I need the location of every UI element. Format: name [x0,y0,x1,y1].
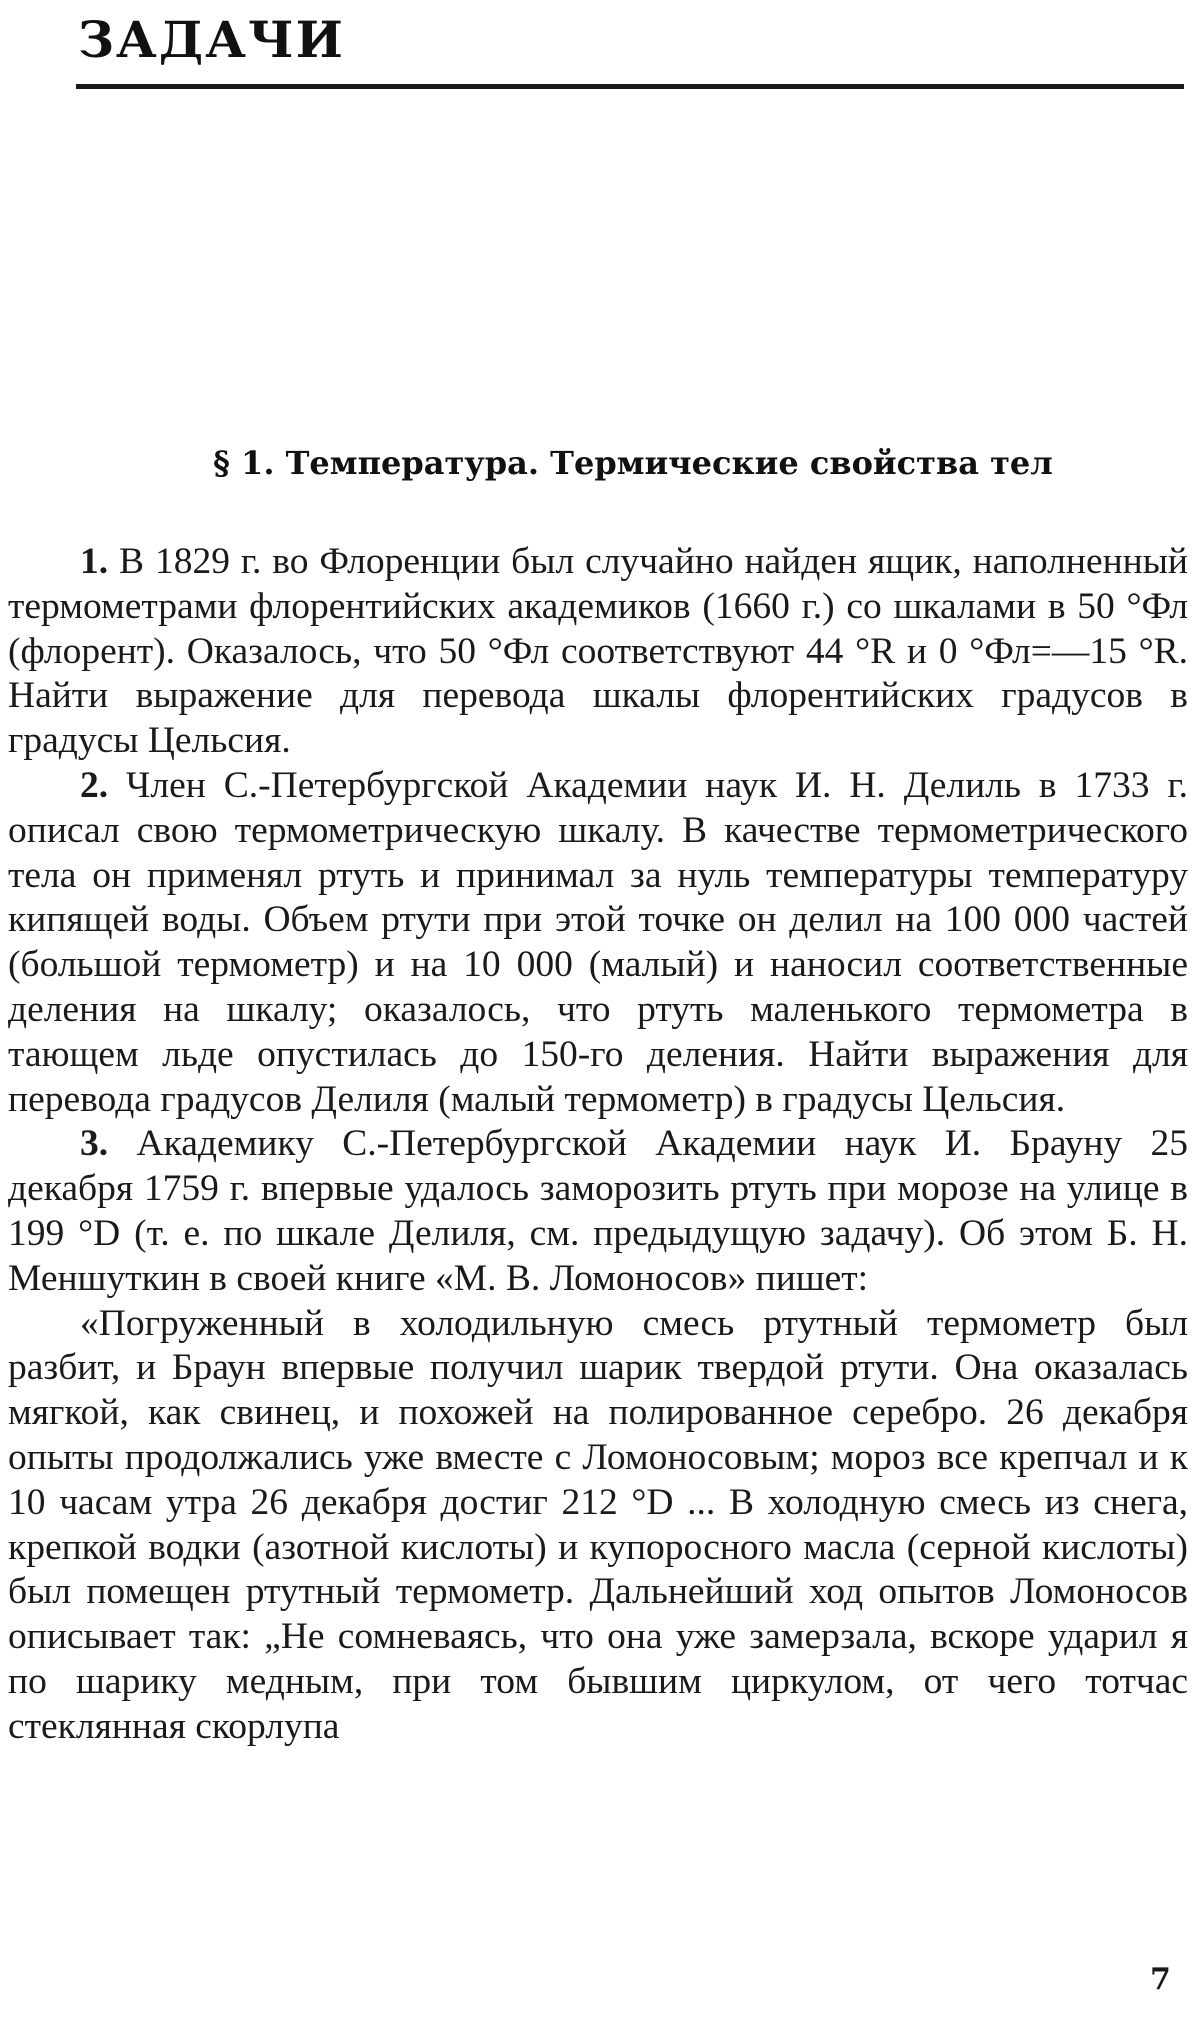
problems-body [8,540,1188,1750]
section-heading: § 1. Температура. Термические свойства тел [213,444,1053,482]
problem-3 [8,1122,1188,1301]
problem-text: Член С.-Петербургской Академии наук И. Н. Делиль в 1733 г. описал свою термометрическую шкалу. В качестве термометрического тела он применял ртуть и принимал за нуль температуры температуру кипящей воды. Объем ртути при этой точке он делил на 100 000 частей (большой термометр) и на 10 000 (малый) и наносил соответственные деления на шкалу; оказалось, что ртуть маленького термометра в тающем льде опустилась до 150-го деления. Найти выражения для перевода градусов Делиля (малый термометр) в градусы Цельсия. [8,764,1188,1120]
title-underline [76,84,1184,89]
chapter-title: ЗАДАЧИ [78,10,345,69]
problem-number: 3. [80,1123,109,1165]
quotation-paragraph: «Погруженный в холодильную смесь ртутный термометр был разбит, и Браун впервые получил шарик твердой ртути. Она оказалась мягкой, как свинец, и похожей на полированное серебро. 26 декабря опыты продолжались уже вместе с Ломоносовым; мороз все крепчал и к 10 часам утра 26 декабря достиг 212 °D ... В холодную смесь из снега, крепкой водки (азотной кислоты) и купоросного масла (серной кислоты) был помещен ртутный термометр. Дальнейший ход опытов Ломоносов описывает так: „Не сомневаясь, что она уже замерзала, вскоре ударил я по шарику медным, при том бывшим циркулом, от чего тотчас стеклянная скорлупа [8,1302,1188,1747]
problem-number: 1. [80,541,109,582]
problem-text: В 1829 г. во Флоренции был случайно найден ящик, наполненный термометрами флорентийских академиков (1660 г.) со шкалами в 50 °Фл (флорент). Оказалось, что 50 °Фл соответствуют 44 °R и 0 °Фл=—15 °R. Найти выражение для перевода шкалы флорентийских градусов в градусы Цельсия. [8,541,1189,762]
problem-text: Академику С.-Петербургской Академии наук И. Брауну 25 декабря 1759 г. впервые удалось заморозить ртуть при морозе на улице в 199 °D (т. е. по шкале Делиля, см. предыдущую задачу). Об этом Б. Н. Меншуткин в своей книге «М. В. Ломоносов» пишет: [8,1123,1189,1299]
page-number: 7 [1150,1962,1171,1997]
problem-1 [8,540,1188,764]
problem-2 [8,764,1188,1122]
problem-number: 2. [80,764,109,806]
